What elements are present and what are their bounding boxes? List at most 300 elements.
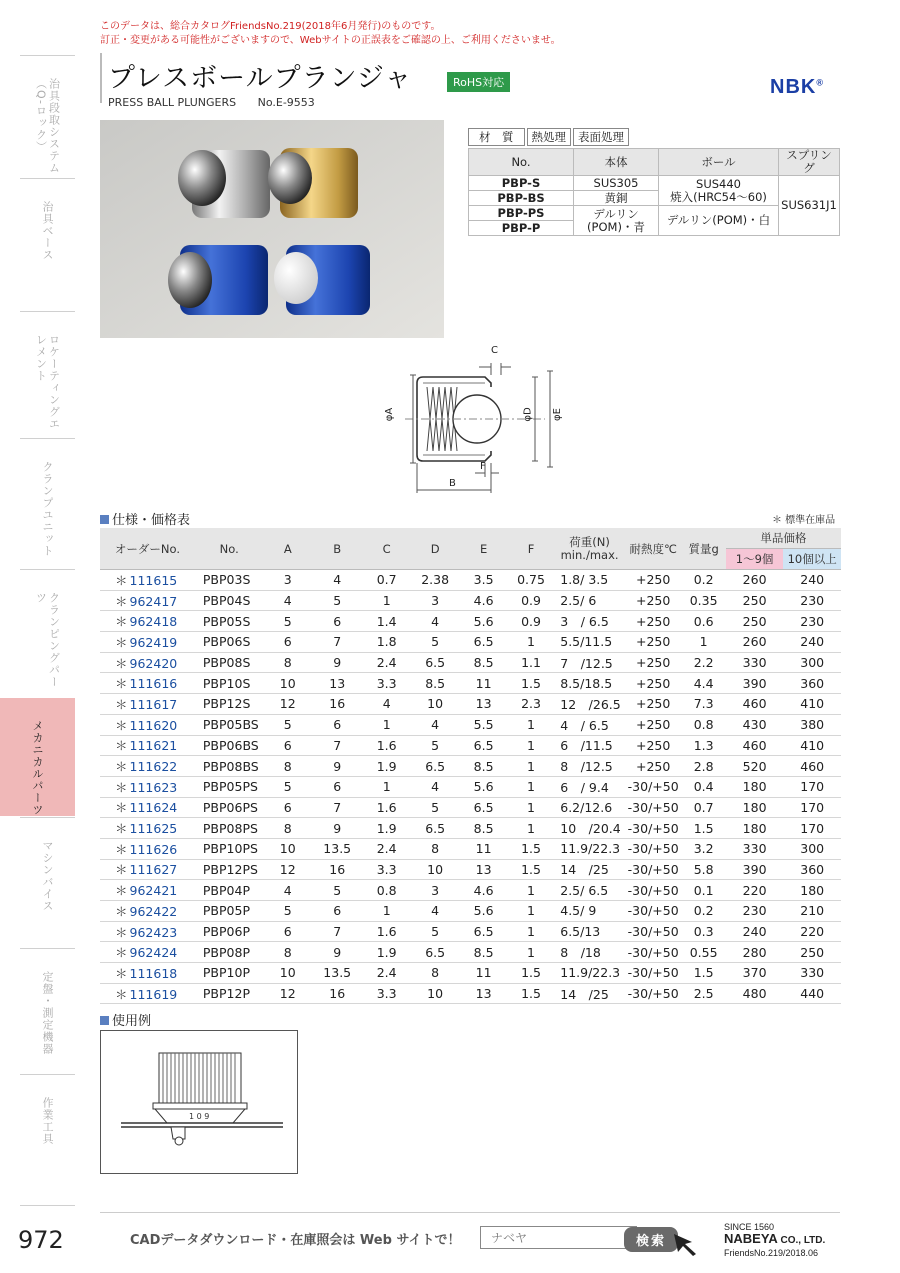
model-no-cell: PBP08PS: [195, 818, 264, 839]
sidebar-item-q-lock[interactable]: [20, 55, 75, 178]
order-no-link[interactable]: 111624: [129, 800, 178, 816]
dim-e-cell: 6.5: [459, 735, 507, 756]
sidebar-item-clamp-unit[interactable]: [20, 438, 75, 569]
sidebar-item-label: クランプユニット: [41, 461, 54, 557]
order-no-link[interactable]: 111619: [129, 986, 178, 1002]
table-row: [100, 714, 841, 735]
dim-c-cell: 1.9: [362, 818, 410, 839]
tab-surface-treatment: 表面処理: [573, 128, 629, 146]
temp-cell: -30/+50: [625, 818, 682, 839]
load-cell: 2.5/ 6: [554, 590, 625, 611]
temp-cell: -30/+50: [625, 838, 682, 859]
spec-table: [100, 528, 841, 1004]
mass-cell: 1.3: [681, 735, 725, 756]
mass-cell: 0.55: [681, 942, 725, 963]
dim-f-cell: 1: [508, 756, 554, 777]
mat-no: PBP-BS: [469, 191, 574, 206]
sidebar-item-label: クランピングパーツ: [34, 592, 61, 688]
price-1-9-cell: 260: [726, 570, 784, 591]
sidebar-item-locating[interactable]: [20, 311, 75, 438]
notice: [100, 20, 561, 48]
footer-rule: [100, 1212, 840, 1213]
price-10-plus-cell: 170: [783, 797, 841, 818]
dim-b-cell: 13: [312, 673, 362, 694]
header-no: No.: [195, 528, 264, 570]
temp-cell: +250: [625, 611, 682, 632]
order-no-cell[interactable]: [100, 735, 195, 756]
stock-mark-icon: ＊: [115, 738, 128, 754]
dim-f-cell: 2.3: [508, 694, 554, 715]
order-no-cell[interactable]: [100, 880, 195, 901]
order-no-cell[interactable]: [100, 776, 195, 797]
dim-a-cell: 6: [264, 735, 312, 756]
dim-e-cell: 11: [459, 838, 507, 859]
cursor-arrow-icon: [672, 1232, 702, 1256]
temp-cell: +250: [625, 652, 682, 673]
section-marker-icon: [100, 515, 109, 524]
order-no-cell[interactable]: [100, 632, 195, 653]
price-10-plus-cell: 240: [783, 570, 841, 591]
sidebar-item-hand-tools[interactable]: [20, 1074, 75, 1206]
order-no-link[interactable]: 111621: [129, 738, 178, 754]
price-10-plus-cell: 230: [783, 611, 841, 632]
order-no-cell[interactable]: [100, 901, 195, 922]
dim-e-cell: 5.5: [459, 714, 507, 735]
order-no-cell[interactable]: [100, 694, 195, 715]
dim-a-cell: 6: [264, 632, 312, 653]
dim-c-cell: 1.6: [362, 797, 410, 818]
material-table: [468, 148, 840, 236]
dim-d-cell: 3: [411, 880, 459, 901]
dim-c-cell: 1: [362, 776, 410, 797]
order-no-cell[interactable]: [100, 859, 195, 880]
order-no-link[interactable]: 111617: [129, 696, 178, 712]
temp-cell: -30/+50: [625, 797, 682, 818]
dim-label-b: B: [449, 478, 456, 489]
price-10-plus-cell: 360: [783, 859, 841, 880]
brand-name: NBK: [770, 76, 817, 98]
dim-d-cell: 5: [411, 735, 459, 756]
table-row: [100, 983, 841, 1004]
dim-b-cell: 9: [312, 756, 362, 777]
dim-a-cell: 5: [264, 611, 312, 632]
dim-b-cell: 6: [312, 714, 362, 735]
mass-cell: 3.2: [681, 838, 725, 859]
price-1-9-cell: 330: [726, 652, 784, 673]
price-1-9-cell: 180: [726, 797, 784, 818]
table-row: [100, 797, 841, 818]
order-no-link[interactable]: 111616: [129, 676, 178, 692]
dim-e-cell: 8.5: [459, 652, 507, 673]
model-no-cell: PBP03S: [195, 570, 264, 591]
dim-e-cell: 6.5: [459, 632, 507, 653]
load-cell: 1.8/ 3.5: [554, 570, 625, 591]
dim-e-cell: 4.6: [459, 880, 507, 901]
price-10-plus-cell: 170: [783, 776, 841, 797]
table-row: [100, 611, 841, 632]
dim-c-cell: 0.8: [362, 880, 410, 901]
order-no-cell[interactable]: [100, 797, 195, 818]
price-10-plus-cell: 410: [783, 735, 841, 756]
dim-a-cell: 8: [264, 652, 312, 673]
sidebar-item-surface-plate[interactable]: [20, 948, 75, 1074]
mass-cell: 4.4: [681, 673, 725, 694]
dim-b-cell: 7: [312, 632, 362, 653]
order-no-cell[interactable]: [100, 921, 195, 942]
dim-c-cell: 2.4: [362, 652, 410, 673]
sidebar-item-mechanical-parts[interactable]: [0, 698, 75, 816]
dim-d-cell: 5: [411, 921, 459, 942]
price-10-plus-cell: 300: [783, 652, 841, 673]
model-no-cell: PBP06BS: [195, 735, 264, 756]
temp-cell: +250: [625, 570, 682, 591]
dim-b-cell: 6: [312, 901, 362, 922]
mat-header-spring: スプリング: [779, 149, 840, 176]
mass-cell: 0.2: [681, 570, 725, 591]
usage-title-text: 使用例: [112, 1014, 152, 1029]
order-no-link[interactable]: 962419: [129, 634, 178, 650]
cursor-arrow-svg: [672, 1232, 702, 1256]
model-no-cell: PBP08BS: [195, 756, 264, 777]
ball-metal-line-1: SUS440: [696, 176, 741, 191]
page-subtitle: [108, 96, 315, 109]
dim-f-cell: 0.9: [508, 611, 554, 632]
mat-ball-pom: デルリン(POM)・白: [659, 206, 779, 236]
dim-f-cell: 1.5: [508, 673, 554, 694]
order-no-cell[interactable]: [100, 963, 195, 984]
price-1-9-cell: 390: [726, 859, 784, 880]
mat-body: デルリン(POM)・青: [574, 206, 659, 236]
dim-a-cell: 8: [264, 942, 312, 963]
stock-mark-icon: ＊: [115, 696, 128, 712]
cad-download-text: CADデータダウンロード・在庫照会は Web サイトで！: [130, 1233, 461, 1248]
mat-spring: SUS631J1: [779, 176, 840, 236]
sidebar-item-clamping-parts[interactable]: [20, 569, 75, 698]
dim-b-cell: 5: [312, 590, 362, 611]
dim-b-cell: 6: [312, 776, 362, 797]
dim-d-cell: 6.5: [411, 818, 459, 839]
order-no-link[interactable]: 111625: [129, 821, 178, 837]
order-no-cell[interactable]: [100, 611, 195, 632]
dim-e-cell: 5.6: [459, 901, 507, 922]
dim-d-cell: 6.5: [411, 942, 459, 963]
stock-mark-icon: ＊: [115, 883, 128, 899]
temp-cell: -30/+50: [625, 963, 682, 984]
header-a: A: [264, 528, 312, 570]
table-row: [100, 735, 841, 756]
dim-a-cell: 10: [264, 963, 312, 984]
order-no-link[interactable]: 111615: [129, 572, 178, 588]
dim-e-cell: 6.5: [459, 797, 507, 818]
order-no-cell[interactable]: [100, 756, 195, 777]
sidebar-item-label: ロケーティングエレメント: [34, 334, 61, 430]
table-row: [100, 921, 841, 942]
mat-ball-metal: [659, 176, 779, 206]
model-no-cell: PBP12PS: [195, 859, 264, 880]
model-no-cell: PBP12S: [195, 694, 264, 715]
page-title: プレスボールプランジャ: [108, 63, 413, 94]
dim-c-cell: 2.4: [362, 838, 410, 859]
mass-cell: 2.2: [681, 652, 725, 673]
temp-cell: +250: [625, 673, 682, 694]
price-1-9-cell: 180: [726, 776, 784, 797]
sidebar-item-machine-vise[interactable]: [20, 817, 75, 948]
mass-cell: 1: [681, 632, 725, 653]
company-since: SINCE 1560: [724, 1222, 775, 1232]
dim-e-cell: 13: [459, 983, 507, 1004]
order-no-cell[interactable]: [100, 983, 195, 1004]
model-no-cell: PBP05PS: [195, 776, 264, 797]
order-no-link[interactable]: 111623: [129, 779, 178, 795]
load-cell: 6 / 9.4: [554, 776, 625, 797]
dim-f-cell: 0.9: [508, 590, 554, 611]
spec-section-title: [100, 509, 190, 528]
dim-d-cell: 3: [411, 590, 459, 611]
dim-f-cell: 1: [508, 714, 554, 735]
price-1-9-cell: 260: [726, 632, 784, 653]
price-1-9-cell: 180: [726, 818, 784, 839]
price-1-9-cell: 240: [726, 921, 784, 942]
load-cell: 7 /12.5: [554, 652, 625, 673]
dim-f-cell: 1: [508, 797, 554, 818]
mat-no: PBP-P: [469, 221, 574, 236]
table-row: [100, 632, 841, 653]
price-1-9-cell: 330: [726, 838, 784, 859]
dim-d-cell: 4: [411, 776, 459, 797]
temp-cell: +250: [625, 632, 682, 653]
dim-f-cell: 1: [508, 735, 554, 756]
order-no-link[interactable]: 962424: [129, 945, 178, 961]
order-no-cell[interactable]: [100, 570, 195, 591]
dim-d-cell: 8: [411, 963, 459, 984]
temp-cell: -30/+50: [625, 983, 682, 1004]
sidebar-item-label: メカニカルパーツ: [31, 720, 44, 816]
dim-f-cell: 1.5: [508, 838, 554, 859]
price-1-9-cell: 250: [726, 611, 784, 632]
header-e: E: [459, 528, 507, 570]
dim-c-cell: 0.7: [362, 570, 410, 591]
dim-f-cell: 1.1: [508, 652, 554, 673]
load-cell: 6.5/13: [554, 921, 625, 942]
table-row: [100, 756, 841, 777]
table-row: [100, 838, 841, 859]
sidebar-item-label: 治具段取システム（Q-ロック）: [34, 78, 61, 174]
mass-cell: 0.35: [681, 590, 725, 611]
dim-c-cell: 1.8: [362, 632, 410, 653]
dim-f-cell: 1: [508, 942, 554, 963]
order-no-cell[interactable]: [100, 652, 195, 673]
model-no-cell: PBP12P: [195, 983, 264, 1004]
dim-label-e: φE: [551, 408, 563, 421]
load-cell: 14 /25: [554, 859, 625, 880]
dim-a-cell: 5: [264, 714, 312, 735]
dim-d-cell: 5: [411, 797, 459, 818]
header-load-line-1: 荷重(N): [569, 534, 610, 549]
dim-d-cell: 8.5: [411, 673, 459, 694]
price-1-9-cell: 230: [726, 901, 784, 922]
order-no-cell[interactable]: [100, 590, 195, 611]
stock-mark-icon: ＊: [115, 717, 128, 733]
sidebar-item-label: 定盤・測定機器: [41, 971, 54, 1055]
notice-line-1: このデータは、総合カタログFriendsNo.219(2018年6月発行)のものです。: [100, 21, 441, 32]
dim-c-cell: 3.3: [362, 859, 410, 880]
usage-drawing-svg: [101, 1031, 297, 1173]
order-no-link[interactable]: 111622: [129, 759, 178, 775]
mass-cell: 2.5: [681, 983, 725, 1004]
dim-d-cell: 10: [411, 983, 459, 1004]
dim-a-cell: 12: [264, 694, 312, 715]
spec-table-body: [100, 570, 841, 1004]
sidebar-item-jig-base[interactable]: [20, 178, 75, 311]
order-no-link[interactable]: 111627: [129, 862, 178, 878]
order-no-link[interactable]: 962420: [129, 655, 178, 671]
temp-cell: +250: [625, 590, 682, 611]
dim-a-cell: 6: [264, 797, 312, 818]
dim-c-cell: 3.3: [362, 983, 410, 1004]
stock-mark-icon: ＊: [115, 965, 128, 981]
header-f: F: [508, 528, 554, 570]
stock-note: ＊ 標準在庫品: [772, 515, 836, 526]
load-cell: 6.2/12.6: [554, 797, 625, 818]
load-cell: 8 /18: [554, 942, 625, 963]
dim-e-cell: 13: [459, 694, 507, 715]
load-cell: 11.9/22.3: [554, 838, 625, 859]
company-name: [724, 1232, 825, 1248]
model-no-cell: PBP10PS: [195, 838, 264, 859]
search-button[interactable]: [624, 1227, 678, 1252]
table-row: [100, 942, 841, 963]
dim-f-cell: 1: [508, 880, 554, 901]
dimension-diagram: [365, 345, 585, 500]
spec-title-text: 仕様・価格表: [112, 513, 191, 528]
load-cell: 10 /20.4: [554, 818, 625, 839]
order-no-cell[interactable]: [100, 673, 195, 694]
model-no-cell: PBP06P: [195, 921, 264, 942]
order-no-link[interactable]: 111618: [129, 965, 178, 981]
dim-b-cell: 7: [312, 921, 362, 942]
temp-cell: -30/+50: [625, 901, 682, 922]
stock-mark-icon: ＊: [115, 903, 128, 919]
order-no-cell[interactable]: [100, 818, 195, 839]
load-cell: 8 /12.5: [554, 756, 625, 777]
sidebar-item-label: 作業工具: [41, 1097, 54, 1145]
load-cell: 3 / 6.5: [554, 611, 625, 632]
svg-text:1 0 9: 1 0 9: [189, 1112, 210, 1121]
temp-cell: -30/+50: [625, 859, 682, 880]
price-10-plus-cell: 250: [783, 942, 841, 963]
subtitle-text: PRESS BALL PLUNGERS: [108, 96, 237, 109]
table-row: [100, 880, 841, 901]
header-d: D: [411, 528, 459, 570]
dim-c-cell: 1: [362, 901, 410, 922]
order-no-link[interactable]: 962418: [129, 614, 178, 630]
material-header-row: [469, 149, 840, 176]
mass-cell: 5.8: [681, 859, 725, 880]
dim-e-cell: 8.5: [459, 818, 507, 839]
model-no-cell: PBP08S: [195, 652, 264, 673]
price-10-plus-cell: 460: [783, 756, 841, 777]
load-cell: 8.5/18.5: [554, 673, 625, 694]
stock-mark-icon: ＊: [115, 862, 128, 878]
price-10-plus-cell: 210: [783, 901, 841, 922]
stock-mark-icon: ＊: [115, 614, 128, 630]
stock-mark-icon: ＊: [115, 800, 128, 816]
order-no-cell[interactable]: [100, 838, 195, 859]
load-cell: 2.5/ 6.5: [554, 880, 625, 901]
order-no-cell[interactable]: [100, 942, 195, 963]
dim-f-cell: 1: [508, 818, 554, 839]
stock-mark-icon: ＊: [115, 945, 128, 961]
order-no-link[interactable]: 111620: [129, 717, 178, 733]
header-order-no: オーダーNo.: [100, 528, 195, 570]
catalog-ref: FriendsNo.219/2018.06: [724, 1248, 819, 1258]
mass-cell: 1.5: [681, 818, 725, 839]
order-no-link[interactable]: 111626: [129, 841, 178, 857]
dim-a-cell: 10: [264, 673, 312, 694]
order-no-cell[interactable]: [100, 714, 195, 735]
dim-d-cell: 10: [411, 859, 459, 880]
dim-b-cell: 9: [312, 652, 362, 673]
dimension-diagram-svg: [365, 345, 585, 500]
dim-e-cell: 13: [459, 859, 507, 880]
load-cell: 12 /26.5: [554, 694, 625, 715]
stock-mark-icon: ＊: [115, 759, 128, 775]
order-no-link[interactable]: 962422: [129, 903, 178, 919]
table-row: [100, 776, 841, 797]
dim-b-cell: 13.5: [312, 963, 362, 984]
price-1-9-cell: 480: [726, 983, 784, 1004]
mass-cell: 7.3: [681, 694, 725, 715]
price-10-plus-cell: 180: [783, 880, 841, 901]
price-10-plus-cell: 240: [783, 632, 841, 653]
dim-label-d: φD: [522, 407, 534, 422]
dim-b-cell: 5: [312, 880, 362, 901]
model-no-cell: PBP06PS: [195, 797, 264, 818]
mass-cell: 0.1: [681, 880, 725, 901]
order-no-link[interactable]: 962421: [129, 883, 178, 899]
dim-c-cell: 2.4: [362, 963, 410, 984]
dim-b-cell: 9: [312, 942, 362, 963]
order-no-link[interactable]: 962417: [129, 593, 178, 609]
price-10-plus-cell: 300: [783, 838, 841, 859]
price-10-plus-cell: 440: [783, 983, 841, 1004]
dim-e-cell: 11: [459, 963, 507, 984]
dim-a-cell: 12: [264, 983, 312, 1004]
search-input[interactable]: ナベヤ: [480, 1226, 637, 1249]
load-cell: 14 /25: [554, 983, 625, 1004]
order-no-link[interactable]: 962423: [129, 924, 178, 940]
tab-material: 材 質: [468, 128, 525, 146]
model-no-cell: PBP05P: [195, 901, 264, 922]
dim-a-cell: 3: [264, 570, 312, 591]
stock-mark-icon: ＊: [115, 655, 128, 671]
dim-e-cell: 3.5: [459, 570, 507, 591]
dim-b-cell: 13.5: [312, 838, 362, 859]
mat-no: PBP-S: [469, 176, 574, 191]
mass-cell: 0.8: [681, 714, 725, 735]
mat-header-body: 本体: [574, 149, 659, 176]
usage-drawing: [100, 1030, 298, 1174]
dim-e-cell: 8.5: [459, 756, 507, 777]
dim-d-cell: 5: [411, 632, 459, 653]
dim-a-cell: 4: [264, 590, 312, 611]
dim-d-cell: 10: [411, 694, 459, 715]
stock-mark-icon: ＊: [115, 779, 128, 795]
sidebar-item-label: 治具ベース: [41, 201, 54, 261]
dim-label-c: C: [491, 345, 498, 356]
price-10-plus-cell: 230: [783, 590, 841, 611]
dim-f-cell: 1.5: [508, 983, 554, 1004]
